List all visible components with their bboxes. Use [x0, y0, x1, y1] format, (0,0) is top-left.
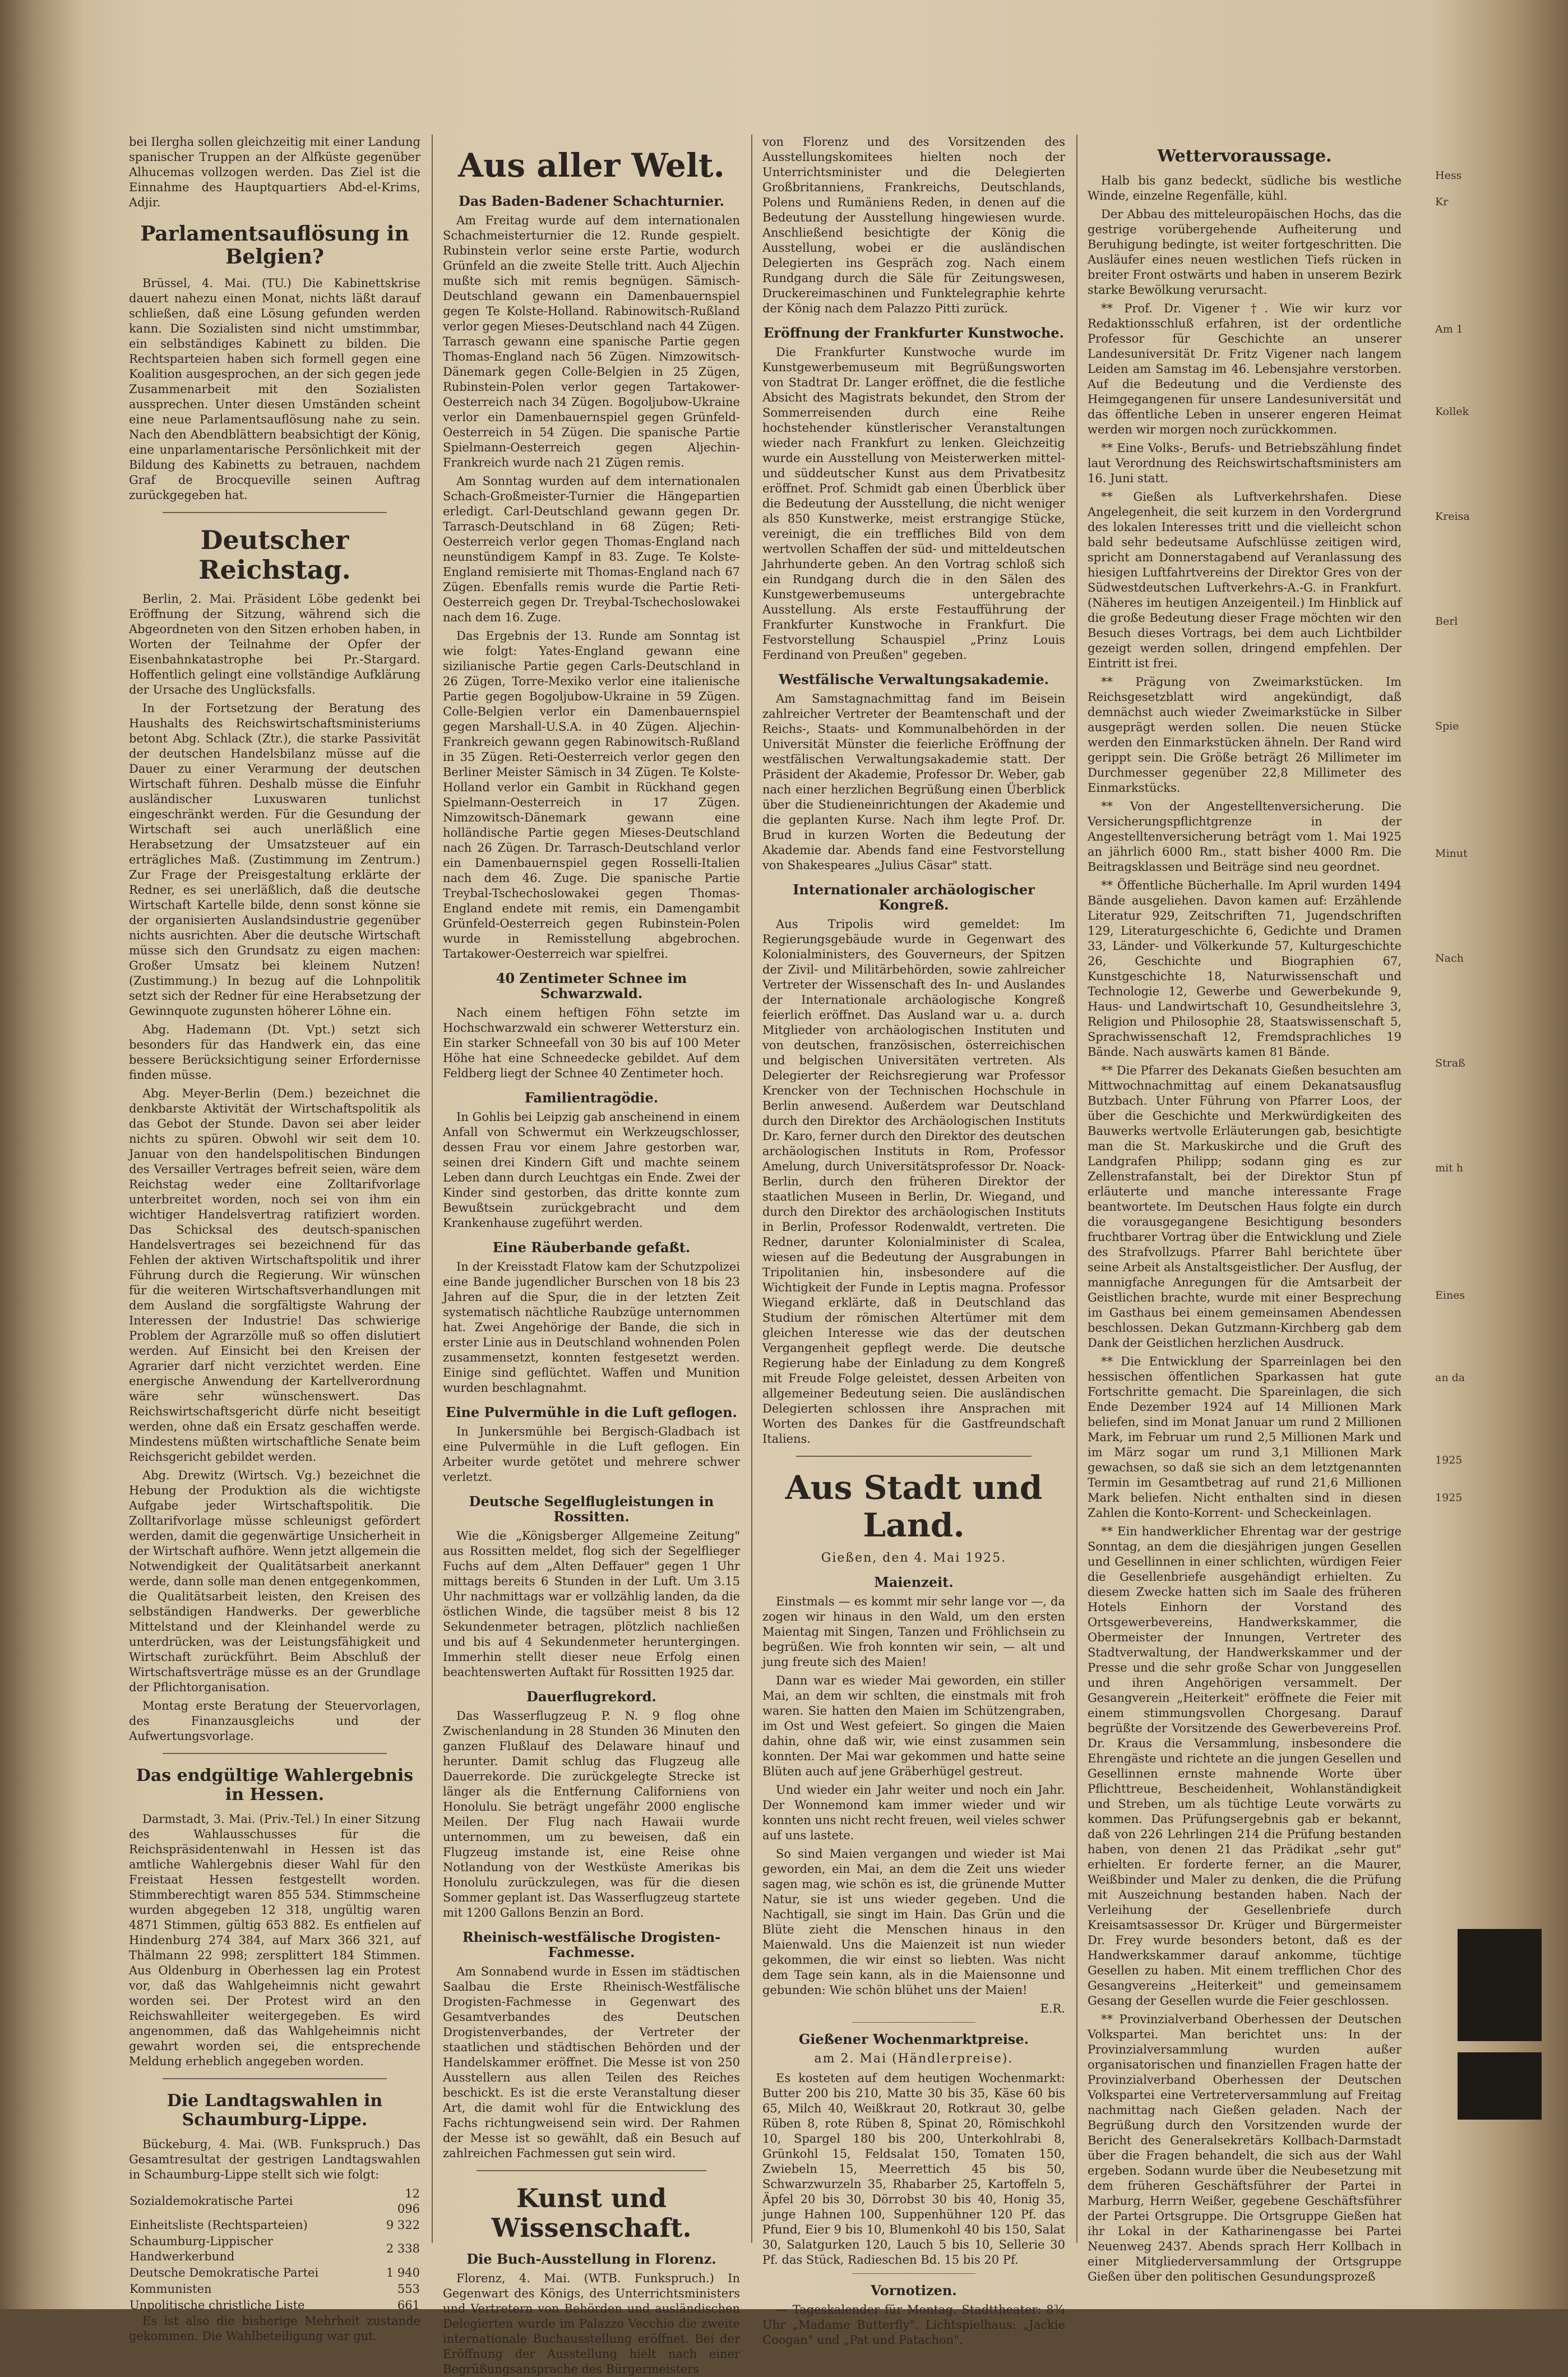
local-news-paragraph: ** Prägung von Zweimarkstücken. Im Reichsgesetzblatt wird angekündigt, daß demnächst auch wieder Zweimarkstücke in Silber ausgeprägt werden sollen. Die neuen Stücke werden den Einmarkstücken ähneln. Der Rand wird gerippt sein. Die Größe beträgt 26 Millimeter im Durchmesser gegenüber 22,8 Millimeter des Einmarkstücks. — [1088, 675, 1402, 795]
maienzeit-subheadline: Maienzeit. — [874, 1574, 954, 1591]
article-divider — [852, 2273, 975, 2274]
maienzeit-paragraph: So sind Maien vergangen und wieder ist Mai geworden, ein Mai, an dem die Zeit uns wieder sagen mag, wie schön es ist, die grünende Mutter Natur, sie ist uns wieder gegeben. Und die Nachtigall, sie singt im Hain. Das Grün und die Blüte zieht die Menschen hinaus in den Maienwald. Uns die Maienzeit ist nun wieder gekommen, die wir einst so liebten. Was nicht dem Tage sein kann, als in die Maiensonne und gebunden: Wie schön blühet uns der Maien! — [762, 1847, 1065, 1997]
drogisten-text: Am Sonnabend wurde in Essen im städtischen Saalbau die Erste Rheinisch-Westfälische Drogisten-Fachmesse in Gegenwart des Gesamtverbandes des Deutschen Drogistenverbandes, der Vertreter der staatlichen und städtischen Behörden und der Handelskammer eröffnet. Die Messe ist von 250 Ausstellern aus allen Teilen des Reiches beschickt. Es ist die erste Veranstaltung dieser Art, die damit wohl für die Entwicklung des Fachs richtungweisend sein wird. Der Rahmen der Messe ist so gewählt, daß ein Besuch auf zahlreichen Fachmessen gut sein wird. — [443, 1964, 740, 2160]
local-news-paragraph: ** Von der Angestelltenversicherung. Die Versicherungspflichtgrenze in der Angestelltenversicherung beträgt vom 1. Mai 1925 an jährlich 6000 Rm., statt bisher 4000 Rm. Die Beitragsklassen und Beiträge sind neu geordnet. — [1088, 799, 1402, 874]
belgien-text: Brüssel, 4. Mai. (TU.) Die Kabinettskrise dauert nahezu einen Monat, nichts läßt darauf schließen, daß eine Lösung gefunden werden kann. Die Sozialisten sind nicht umstimmbar, ein selbständiges Kabinett zu bilden. Die Rechtsparteien haben sich formell gegen eine Koalition ausgesprochen, an der sich gegen jede Zusammenarbeit mit den Sozialisten aussprechen. Unter diesen Umständen scheint eine neue Parlamentsauflösung nahe zu sein. Nach den Abendblättern beabsichtigt der König, eine unparlamentarische Persönlichkeit mit der Bildung des Kabinetts zu betrauen, nachdem Graf de Brocqueville seinen Auftrag zurückgegeben hat. — [129, 276, 420, 502]
reichstag-paragraph: Abg. Hademann (Dt. Vpt.) setzt sich besonders für das Handwerk ein, das eine bessere Berücksichtigung seiner Erfordernisse finden müsse. — [129, 1022, 420, 1082]
reichstag-paragraph: Abg. Meyer-Berlin (Dem.) bezeichnet die denkbarste Aktivität der Wirtschaftspolitik als das Gebot der Stunde. Davon sei aber leider nichts zu spüren. Obwohl wir seit dem 10. Januar von den handelspolitischen Bindungen des Versailler Vertrages befreit seien, wäre dem Reichstag weder eine Zolltarifvorlage unterbreitet worden, noch sei von ihm ein wichtiger Handelsvertrag ratifiziert worden. Das Schicksal des deutsch-spanischen Handelsvertrages sei bezeichnend für das Fehlen der aktiven Wirtschaftspolitik und ihrer Führung durch die Regierung. Wir wünschen für die weiteren Wirtschaftsverhandlungen mit dem Ausland die sorgfältigste Wahrung der Interessen der Industrie! Das schwierige Problem der Agrarzölle muß so offen dislutiert werden. Auf Einsicht bei den Kreisen der Agrarier darf nicht verzichtet werden. Eine energische Anwendung der Kartellverordnung wäre sehr wünschenswert. Das Reichswirtschaftsgericht dürfe nicht beseitigt werden, ohne daß ein Ersatz geschaffen werde. Mindestens müßten wirtschaftliche Senate beim Reichsgericht gebildet werden. — [129, 1086, 420, 1464]
reichstag-paragraph: Montag erste Beratung der Steuervorlagen, des Finanzausgleichs und der Aufwertungsvorlage. — [129, 1698, 420, 1743]
schach-paragraph: Am Freitag wurde auf dem internationalen Schachmeisterturnier die 12. Runde gespielt. Rubinstein verlor seine erste Partie, wodurch Grünfeld an die zweite Stelle tritt. Auch Aljechin mußte sich mit remis begnügen. Sämisch-Deutschland gewann ein Damenbauernspiel gegen Te Kolste-Holland. Rabinowitsch-Rußland verlor gegen Mieses-Deutschland nach 44 Zügen. Tarrasch gewann eine spanische Partie gegen Thomas-England nach 56 Zügen. Nimzowitsch-Dänemark gegen Colle-Belgien in 25 Zügen, Rubinstein-Polen verlor gegen Tartakower-Oesterreich nach 34 Zügen. Bogoljubow-Ukraine verlor ein Damenbauernspiel gegen Grünfeld-Oesterreich in 54 Zügen. Die spanische Partie Spielmann-Oesterreich gegen Aljechin-Frankreich wurde nach 21 Zügen remis. — [443, 213, 740, 469]
table-row — [129, 2217, 420, 2233]
article-paragraph: bei Ilergha sollen gleichzeitig mit einer Landung spanischer Truppen an der Alfküste gegenüber Alhucemas vollzogen werden. Das Ziel ist die Einnahme des Hauptquartiers Abd-el-Krims, Adjir. — [129, 135, 420, 209]
lippe-dateline: Bückeburg, 4. Mai. (WB. Funkspruch.) Das Gesamtresultat der gestrigen Landtagswahlen in Schaumburg-Lippe stellt sich wie folgt: — [129, 2137, 420, 2181]
table-row — [129, 2297, 420, 2314]
fragment-line: Spie — [1435, 720, 1459, 732]
wetter-text: Halb bis ganz bedeckt, südliche bis westliche Winde, einzelne Regenfälle, kühl. — [1088, 173, 1402, 202]
table-row — [129, 2186, 420, 2217]
vote-count: 12 096 — [397, 2186, 420, 2216]
wetter-headline: Wettervoraussage. — [1157, 146, 1332, 166]
fragment-line: Nach — [1435, 952, 1464, 964]
fragment-line: Am 1 — [1435, 323, 1463, 335]
article-divider — [796, 1456, 1032, 1457]
markt-subheadline: Gießener Wochenmarktpreise. — [798, 2031, 1029, 2048]
local-news-paragraph: ** Die Pfarrer des Dekanats Gießen besuchten am Mittwochnachmittag auf einem Dekanatsausflug Butzbach. Unter Führung von Pfarrer Loos, der über die Geschichte und Merkwürdigkeiten des Bauwerks wertvolle Erläuterungen gab, besichtigte man die St. Markuskirche und die Gruft des Landgrafen Philipp; sodann ging es zur Zellenstrafanstalt, bei der Direktor Stun pf erläuterte und manche interessante Frage beantwortete. Im Deutschen Haus folgte ein durch die vorausgegangene Besichtigung besonders fruchtbarer Vortrag über die Entwicklung und Ziele des Strafvollzugs. Pfarrer Bahl berichtete über seine Arbeit als Anstaltsgeistlicher. Der Ausflug, der mannigfache Anregungen für die Amtsarbeit der Geistlichen brachte, wurde mit einer Besprechung im Gasthaus bei einem gemeinsamen Abendessen beschlossen. Dekan Gutzmann-Kirchberg gab dem Dank der Geistlichen herzlichen Ausdruck. — [1088, 1063, 1402, 1350]
florenz-text: Florenz, 4. Mai. (WTB. Funkspruch.) In Gegenwart des Königs, des Unterrichtsministers und Vertretern von Behörden und ausländischen Delegierten wurde im Palazzo Vecchio die zweite internationale Buchausstellung eröffnet. Bei der Eröffnung der Ausstellung hielt nach einer Begrüßungsansprache des Bürgermeisters — [443, 2272, 740, 2376]
local-news-paragraph: ** Die Entwicklung der Sparreinlagen bei den hessischen öffentlichen Sparkassen hat gute Fortschritte gemacht. Die Spareinlagen, die sich Ende Dezember 1924 auf 14 Millionen Mark beliefen, sind im Monat Januar um rund 2 Millionen Mark, im Februar um rund 2,5 Millionen Mark und im März sogar um rund 3,1 Millionen Mark gewachsen, so daß sie sich an dem letztgenannten Termin im Gesamtbetrag auf rund 21,6 Millionen Mark beliefen. Nicht enthalten sind in diesen Zahlen die Konto-Korrent- und Scheckeinlagen. — [1088, 1354, 1402, 1520]
article-divider — [163, 1753, 387, 1754]
party-name: Sozialdemokratische Partei — [129, 2194, 293, 2208]
segelflug-text: Wie die „Königsberger Allgemeine Zeitung" aus Rossitten meldet, flog sich der Segelflieger Fuchs auf dem „Alten Deffauer" gegen 1 Uhr mittags bereits 6 Stunden in der Luft. Um 3.15 Uhr nachmittags war er vollzählig landen, da die östlichen Winde, die tagsüber meist 8 bis 12 Sekundenmeter betragen, plötzlich nachließen und bis auf 4 Sekundenmeter heruntergingen. Immerhin stellt dieser neue Erfolg einen beachtenswerten Auftakt für Rossitten 1925 dar. — [443, 1529, 740, 1679]
party-name: Schaumburg-Lippischer Handwerkerbund — [129, 2234, 273, 2263]
segelflug-subheadline: Deutsche Segelflugleistungen in Rossitten. — [469, 1493, 714, 1525]
column-1 — [129, 135, 420, 2343]
local-news-paragraph: Der Abbau des mitteleuropäischen Hochs, das die gestrige vorübergehende Aufheiterung und Beruhigung bedingte, ist weiter fortgeschritten. Die Ausläufer eines neuen westlichen Tiefs rücken in breiter Front ostwärts und haben in unserem Bezirk starke Bewölkung verursacht. — [1088, 207, 1402, 297]
local-news-paragraph: ** Provinzialverband Oberhessen der Deutschen Volkspartei. Man berichtet uns: In der Provinzialversammlung wurden außer organisatorischen und finanziellen Fragen hatte der Provinzialverband Oberhessen der Deutschen Volkspartei eine Vertreterversammlung auf Freitag nachmittag nach Gießen geladen. Nach der Begrüßung durch den Vorsitzenden wurde der Bericht des Generalsekretärs Kollbach-Darmstadt über die Fragen behandelt, die sich aus der Wahl ergeben. Sodann wurde über die Neubesetzung mit dem früheren Geschäftsführer der Partei in Marburg, Herrn Weißer, gegebene Geschäftsführer der Partei Ortsgruppe. Die Ortsgruppe Gießen hat ihr Lokal in der Katharinengasse bei Partei Neuenweg 2437. Abends sprach Herr Kollbach in einer Mitgliederversammlung der Ortsgruppe Gießen über den politischen Gesundungsprozeß — [1088, 2012, 1402, 2283]
hessen-text: Darmstadt, 3. Mai. (Priv.-Tel.) In einer Sitzung des Wahlausschusses für die Reichspräsidentenwahl in Hessen ist das amtliche Wahlergebnis dieser Wahl für den Freistaat Hessen festgestellt worden. Stimmberechtigt waren 855 534. Stimmscheine wurden abgegeben 12 318, ungültig waren 4871 Stimmen, gültig 653 882. Es entfielen auf Hindenburg 274 384, auf Marx 366 321, auf Thälmann 22 998; zersplittert 184 Stimmen. Aus Oldenburg in Oberhessen lag ein Protest vor, daß das Wahlgeheimnis nicht gewahrt worden sei. Der Protest wird an den Reichswahlleiter weitergegeben. Es wird angenommen, daß das Wahlgeheimnis nicht gewahrt worden sei, die entsprechende Meldung erheblich angegeben worden. — [129, 1812, 420, 2068]
ink-block — [1458, 1929, 1542, 2041]
column-rule — [751, 135, 752, 2243]
kunst-headline: Kunst und Wissenschaft. — [491, 2182, 692, 2243]
schnee-subheadline: 40 Zentimeter Schnee im Schwarzwald. — [496, 970, 687, 1001]
fragment-line: mit h — [1435, 1162, 1464, 1174]
vote-count: 2 338 — [386, 2242, 420, 2256]
frankfurt-text: Die Frankfurter Kunstwoche wurde im Kunstgewerbemuseum mit Begrüßungsworten von Stadtrat Dr. Langer eröffnet, die die festliche Absicht des Magistrats bekundet, den Strom der Sommerreisenden durch eine Reihe hochstehender künstlerischer Veranstaltungen wieder nach Frankfurt zu lenken. Gleichzeitig wurde ein Ausstellung von Meisterwerken mittel- und süddeutscher Kunst aus dem Privatbesitz eröffnet. Prof. Schmidt gab einen Überblick über die Bedeutung der Ausstellung, die nicht weniger als 850 Kunstwerke, meist erstrangige Stücke, vereinigt, die ein treffliches Bild von dem wertvollen Schaffen der süd- und mitteldeutschen Jahrhunderte geben. An den Vortrag schloß sich ein Rundgang durch die in den Sälen des Kunstgewerbemuseums untergebrachte Ausstellung. Als erste Festaufführung der Frankfurter Kunstwoche in Frankfurt. Die Festvorstellung Schauspiel „Prinz Louis Ferdinand von Preußen" gegeben. — [762, 345, 1065, 662]
fragment-line: Berl — [1435, 615, 1458, 627]
schach-paragraph: Das Ergebnis der 13. Runde am Sonntag ist wie folgt: Yates-England gewann eine sizilianische Partie gegen Carls-Deutschland in 26 Zügen, Torre-Mexiko verlor eine italienische Partie gegen Bogoljubow-Ukraine in 59 Zügen. Colle-Belgien verlor ein Damenbauernspiel gegen Marshall-U.S.A. in 40 Zügen. Aljechin-Frankreich gewann gegen Rabinowitsch-Rußland in 35 Zügen. Reti-Oesterreich verlor gegen den Berliner Meister Sämisch in 34 Zügen. Te Kolste-Holland verlor ein Gambit in Rückhand gegen Spielmann-Oesterreich in 17 Zügen. Nimzowitsch-Dänemark gewann eine holländische Partie gegen Mieses-Deutschland nach 26 Zügen. Dr. Tarrasch-Deutschland verlor ein Damenbauernspiel gegen Rosselli-Italien nach dem 46. Zuge. Die spanische Partie Treybal-Tschechoslowakei gegen Thomas-England endete mit remis, ein Damengambit Grünfeld-Oesterreich gegen Rubinstein-Polen wurde in Remisstellung abgebrochen. Tartakower-Oesterreich war spielfrei. — [443, 629, 740, 961]
vote-count: 1 940 — [386, 2265, 420, 2279]
fragment-line: 1925 — [1435, 1492, 1463, 1504]
party-name: Unpolitische christliche Liste — [129, 2298, 305, 2312]
florenz-subheadline: Die Buch-Ausstellung in Florenz. — [466, 2251, 716, 2268]
reichstag-paragraph: Abg. Drewitz (Wirtsch. Vg.) bezeichnet die Hebung der Produktion als die wichtigste Aufgabe jeder Wirtschaftspolitik. Die Zolltarifvorlage müsse schleunigst gefördert werden, damit die gegenwärtige Unsicherheit in der Wirtschaft aufhöre. Wenn jetzt allgemein die Notwendigkeit der Qualitätsarbeit anerkannt werde, dann solle man denen entgegenkommen, die Qualitätsarbeit leisten, den Kreisen des selbständigen Handwerks. Der gewerbliche Mittelstand und der Kleinhandel werde zu unterdrücken, was der Leistungsfähigkeit und Wirtschaft zurückführt. Beim Abschluß der Wirtschaftsverträge müsse es an der Grundlage der Pflichtorganisation. — [129, 1468, 420, 1694]
schach-subheadline: Das Baden-Badener Schachturnier. — [459, 192, 724, 209]
local-news-paragraph: ** Öffentliche Bücherhalle. Im April wurden 1494 Bände ausgeliehen. Davon kamen auf: Erzählende Literatur 929, Zeitschriften 71, Jugendschriften 129, Literaturgeschichte 6, Gedichte und Dramen 33, Länder- und Völkerkunde 57, Kulturgeschichte 26, Geschichte und Biographien 67, Kunstgeschichte 18, Naturwissenschaft und Technologie 12, Gewerbe und Gewerbekunde 9, Haus- und Landwirtschaft 10, Gesundheitslehre 3, Religion und Philosophie 28, Staatswissenschaft 5, Sprachwissenschaft 12, Fremdsprachliches 19 Bände. Nach auswärts kamen 81 Bände. — [1088, 878, 1402, 1059]
dauerflug-subheadline: Dauerflugrekord. — [526, 1688, 656, 1705]
table-row — [129, 2281, 420, 2297]
lippe-closing: Es ist also die bisherige Mehrheit zustande gekommen. Die Wahlbeteiligung war gut. — [129, 2314, 420, 2343]
maienzeit-paragraph: Dann war es wieder Mai geworden, ein stiller Mai, an dem wir schlten, die einstmals mit froh waren. Sie hatten den Maien im Schützengraben, im Ost und West gefeiert. So gingen die Maien dahin, ohne daß wir, wie einst zusammen sein konnten. Der Mai war gekommen und hatte seine Blüten auch auf jene Gräberhügel gestreut. — [762, 1674, 1065, 1779]
fragment-line: Eines — [1435, 1289, 1465, 1301]
party-name: Kommunisten — [129, 2282, 212, 2296]
table-row — [129, 2265, 420, 2281]
article-divider — [852, 2022, 975, 2023]
fragment-line: Kollek — [1435, 405, 1469, 418]
local-news-paragraph: ** Ein handwerklicher Ehrentag war der gestrige Sonntag, an dem die diesjährigen jungen Gesellen und Gesellinnen in einer schlichten, würdigen Feier die Gesellenbriefe ausgehändigt erhielten. Zu diesem Zwecke hatten sich im Saale des früheren Hotels Einhorn der Vorstand des Ortsgewerbevereins, Handwerkskammer, die Obermeister der Innungen, Vertreter des Stadtverwaltung, der Handwerkskammer und der Presse und die sehr große Schar von Junggesellen und ihren Angehörigen versammelt. Der Gesangverein „Heiterkeit" eröffnete die Feier mit einem stimmungsvollen Chorgesang. Darauf begrüßte der Vorsitzende des Gewerbevereins Prof. Dr. Kraus die Versammlung, insbesondere die Ehrengäste und richtete an die jungen Gesellen und Gesellinnen ernste mahnende Worte über Pflichttreue, Bescheidenheit, Wohlanständigkeit und Streben, um als tüchtige Leute vorwärts zu kommen. Das Prüfungsergebnis gab er bekannt, daß von 226 Lehrlingen 214 die Prüfung bestanden haben, von denen 21 das Prädikat „sehr gut" erhielten. Er forderte ferner, an die Maurer, Weißbinder und Maler zu denken, die die Prüfung mit Auszeichnung bestanden haben. Nach der Verleihung der Gesellenbriefe durch Kreisamtsassessor Dr. Krüger und Bürgermeister Dr. Frey wurde besonders betont, daß es der Handwerkskammer darauf ankomme, tüchtige Gesellen zu haben. Mit einem trefflichen Chor des Gesangvereins „Heiterkeit" und gemeinsamem Gesang der Gesellen wurde die Feier geschlossen. — [1088, 1524, 1402, 2007]
frankfurt-subheadline: Eröffnung der Frankfurter Kunstwoche. — [763, 325, 1065, 341]
vornotizen-text: — Tageskalender für Montag. Stadttheater: 8¾ Uhr „Madame Butterfly". Lichtspielhaus: „Jackie Coogan" und „Pat und Patachon". — [762, 2303, 1065, 2347]
reichstag-paragraph: In der Fortsetzung der Beratung des Haushalts des Reichswirtschaftsministeriums betont Abg. Schlack (Ztr.), die starke Passivität der deutschen Handelsbilanz müsse auf die Dauer zu einer Verarmung der deutschen Wirtschaft führen. Deshalb müsse die Einfuhr ausländischer Luxuswaren tunlichst eingeschränkt werden. Für die Gesundung der Wirtschaft sei auch unerläßlich eine Herabsetzung der Umsatzsteuer auf ein erträgliches Maß. (Zustimmung im Zentrum.) Zur Frage der Preisgestaltung erklärte der Redner, es sei unerläßlich, daß die deutsche Wirtschaft Kartelle bilde, denn sonst könne sie der organisierten Auslandsindustrie gegenüber nichts ausrichten. Aber die deutsche Wirtschaft müsse sich den Grundsatz zu eigen machen: Großer Umsatz bei kleinem Nutzen! (Zustimmung.) In bezug auf die Lohnpolitik setzt sich der Redner für eine Herabsetzung der Gewinnquote zugunsten höherer Löhne ein. — [129, 701, 420, 1018]
akademie-text: Am Samstagnachmittag fand im Beisein zahlreicher Vertreter der Beamtenschaft und der Reichs-, Staats- und Kommunalbehörden in der Universität Münster die feierliche Eröffnung der westfälischen Verwaltungsakademie statt. Der Präsident der Akademie, Professor Dr. Weber, gab nach einer herzlichen Begrüßung einen Überblick über die Studieneinrichtungen der Akademie und die geplanten Kurse. Nach ihm legte Prof. Dr. Brud in kurzen Worten die Bedeutung der Akademie dar. Abends fand eine Festvorstellung von Shakespeares „Julius Cäsar" statt. — [762, 692, 1065, 872]
reichstag-paragraph: Berlin, 2. Mai. Präsident Löbe gedenkt bei Eröffnung der Sitzung, während sich die Abgeordneten von den Sitzen erhoben haben, in Worten der Teilnahme der Opfer der Eisenbahnkatastrophe bei Pr.-Stargard. Hoffentlich gelingt eine vollständige Aufklärung der Ursache des Unglücksfalls. — [129, 592, 420, 696]
aus-stadt-und-land-headline: Aus Stadt und Land. — [785, 1469, 1043, 1544]
newspaper-page — [112, 135, 1424, 2376]
hessen-headline: Das endgültige Wahlergebnis in Hessen. — [136, 1765, 414, 1805]
article-divider — [163, 512, 387, 513]
raeuber-subheadline: Eine Räuberbande gefaßt. — [492, 1239, 691, 1256]
schach-paragraph: Am Sonntag wurden auf dem internationalen Schach-Großmeister-Turnier die Hängepartien erledigt. Carl-Deutschland gewann gegen Dr. Tarrasch-Deutschland in 68 Zügen; Reti-Oesterreich verlor gegen Thomas-England nach neunstündigem Kampf in 83. Zuge. Te Kolste-England remisierte mit Thomas-England nach 67 Zügen. Ebenfalls remis wurde die Partie Reti-Oesterreich gegen Dr. Treybal-Tschechoslowakei nach dem 16. Zuge. — [443, 474, 740, 624]
lippe-headline: Die Landtagswahlen in Schaumburg-Lippe. — [166, 2090, 383, 2130]
schnee-text: Nach einem heftigen Föhn setzte im Hochschwarzwald ein schwerer Wettersturz ein. Ein starker Schneefall von 30 bis auf 100 Meter Höhe hat eine Schneedecke gebildet. Auf dem Feldberg liegt der Schnee 40 Zentimeter hoch. — [443, 1005, 740, 1080]
column-3 — [762, 135, 1065, 2347]
ink-block — [1458, 2052, 1542, 2120]
local-news-paragraph: ** Prof. Dr. Vigener †. Wie wir kurz vor Redaktionsschluß erfahren, ist der ordentliche Professor für Geschichte an unserer Landesuniversität Dr. Fritz Vigener nach langem Leiden am Samstag im 46. Lebensjahre verstorben. Auf die Bedeutung und die Verdienste des Heimgegangenen für unsere Landesuniversität und das öffentliche Leben in unserer engeren Heimat werden wir morgen noch zurückkommen. — [1088, 301, 1402, 436]
article-divider — [163, 2078, 387, 2079]
familie-subheadline: Familientragödie. — [524, 1089, 659, 1106]
column-4 — [1088, 135, 1402, 2283]
column-2 — [443, 135, 740, 2376]
vornotizen-subheadline: Vornotizen. — [871, 2282, 957, 2299]
local-news-paragraph: ** Eine Volks-, Berufs- und Betriebszählung findet laut Verordnung des Reichswirtschaftsministers am 16. Juni statt. — [1088, 441, 1402, 485]
reichstag-headline: Deutscher Reichstag. — [198, 524, 351, 585]
raeuber-text: In der Kreisstadt Flatow kam der Schutzpolizei eine Bande jugendlicher Burschen von 18 bis 23 Jahren auf die Spur, die in der letzten Zeit systematisch nächtliche Raubzüge unternommen hat. Zwei Angehörige der Bande, die sich in erster Linie aus in Deutschland wohnenden Polen zusammensetzt, konnten festgesetzt werden. Einige sind geflüchtet. Waffen und Munition wurden beschlagnahmt. — [443, 1259, 740, 1395]
column-rule — [432, 135, 433, 2243]
maienzeit-paragraph: Und wieder ein Jahr weiter und noch ein Jahr. Der Wonnemond kam immer wieder und wir konnten uns nicht recht freuen, weil vieles schwer auf uns lastete. — [762, 1783, 1065, 1843]
author-signature: E.R. — [1040, 2002, 1065, 2016]
vote-count: 553 — [397, 2282, 420, 2296]
dauerflug-text: Das Wasserflugzeug P. N. 9 flog ohne Zwischenlandung in 28 Stunden 36 Minuten den ganzen Flußlauf des Delaware hinauf und herunter. Damit schlug das Flugzeug alle Dauerrekorde. Die zurückgelegte Strecke ist länger als die Entfernung Californiens von Honolulu. Sie beträgt ungefähr 2000 englische Meilen. Der Flug nach Hawaii wurde unternommen, um zu beweisen, daß ein Flugzeug imstande ist, eine Reise ohne Notlandung von der Westküste Amerikas bis Honolulu zurückzulegen, was für die diesen Sommer geplant ist. Das Wasserflugzeug startete mit 1200 Gallons Benzin an Bord. — [443, 1709, 740, 1919]
drogisten-subheadline: Rheinisch-westfälische Drogisten-Fachmesse. — [462, 1928, 721, 1960]
election-results-table — [129, 2186, 420, 2314]
pulver-text: In Junkersmühle bei Bergisch-Gladbach ist eine Pulvermühle in die Luft geflogen. Ein Arbeiter wurde getötet und mehrere schwer verletzt. — [443, 1424, 740, 1484]
fragment-line: Kreisa — [1435, 510, 1470, 523]
kongress-subheadline: Internationaler archäologischer Kongreß. — [793, 881, 1035, 913]
familie-text: In Gohlis bei Leipzig gab anscheinend in einem Anfall von Schwermut ein Werkzeugschlosser, dessen Frau vor einem Jahre gestorben war, seinen drei Kindern Gift und machte seinem Leben dann durch Leuchtgas ein Ende. Zwei der Kinder sind gestorben, das dritte konnte zum Bewußtsein zurückgebracht und dem Krankenhause zugeführt werden. — [443, 1110, 740, 1230]
pulver-subheadline: Eine Pulvermühle in die Luft geflogen. — [446, 1404, 737, 1420]
maienzeit-paragraph: Einstmals — es kommt mir sehr lange vor —, da zogen wir hinaus in den Wald, um den ersten Maientag mit Singen, Tanzen und Fröhlichsein zu begrüßen. Wie froh konnten wir sein, — alt und jung freute sich des Maien! — [762, 1595, 1065, 1669]
table-row — [129, 2233, 420, 2265]
vote-count: 661 — [397, 2298, 420, 2312]
local-news-paragraph: ** Gießen als Luftverkehrshafen. Diese Angelegenheit, die seit kurzem in den Vordergrund des lokalen Interesses tritt und die vielleicht schon bald sehr bedeutsame Aufschlüsse zeitigen wird, spricht am Donnerstagabend auf Veranlassung des hiesigen Luftfahrtvereins der Direktor Gres von der Südwestdeutschen Luftverkehrs-A.-G. in Frankfurt. (Näheres im heutigen Anzeigenteil.) Im Hinblick auf die große Bedeutung dieser Frage möchten wir den Besuch dieses Vortrags, bei dem auch Lichtbilder gezeigt werden sollen, dringend empfehlen. Der Eintritt ist frei. — [1088, 490, 1402, 670]
markt-date: am 2. Mai (Händlerpreise). — [814, 2052, 1014, 2066]
florenz-continued: von Florenz und des Vorsitzenden des Ausstellungskomitees hielten noch der Unterrichtsminister und die Delegierten Großbritanniens, Frankreichs, Deutschlands, Polens und Rumäniens Reden, in denen auf die Bedeutung der Ausstellung hingewiesen wurde. Anschließend besichtigte der König die Ausstellung, wobei er die ausländischen Delegierten ins Gespräch zog. Nach einem Rundgang durch die Säle für Zeitungswesen, Druckereimaschinen und Funktelegraphie kehrte der König nach dem Palazzo Pitti zurück. — [762, 135, 1065, 315]
article-divider — [477, 2170, 706, 2171]
markt-text: Es kosteten auf dem heutigen Wochenmarkt: Butter 200 bis 210, Matte 30 bis 35, Käse 60 bis 65, Milch 40, Weißkraut 20, Rotkraut 30, gelbe Rüben 8, rote Rüben 8, Spinat 20, Römischkohl 10, Spargel 180 bis 200, Unterkohlrabi 8, Grünkohl 15, Feldsalat 150, Tomaten 150, Zwiebeln 15, Meerrettich 45 bis 50, Schwarzwurzeln 35, Rhabarber 25, Kartoffeln 5, Äpfel 20 bis 30, Dörrobst 30 bis 40, Honig 35, junge Hahnen 100, Suppenhühner 120 Pf. das Pfund, Eier 9 bis 10, Blumenkohl 40 bis 150, Salat 30, Salatgurken 120, Lauch 5 bis 10, Sellerie 30 Pf. das Stück, Radieschen Bd. 15 bis 20 Pf. — [762, 2071, 1065, 2267]
fragment-line: Minut — [1435, 847, 1468, 860]
belgien-headline: Parlamentsauflösung in Belgien? — [140, 222, 409, 269]
fragment-line: 1925 — [1435, 1454, 1463, 1466]
fragment-line: Straß — [1435, 1057, 1465, 1069]
party-name: Deutsche Demokratische Partei — [129, 2265, 319, 2279]
aus-aller-welt-headline: Aus aller Welt. — [458, 146, 725, 184]
fragment-line: an da — [1435, 1372, 1465, 1384]
fragment-line: Kr — [1435, 196, 1449, 208]
party-name: Einheitsliste (Rechtsparteien) — [129, 2218, 308, 2232]
fragment-line: Hess — [1435, 169, 1462, 182]
dateline: Gießen, den 4. Mai 1925. — [821, 1551, 1007, 1566]
kongress-text: Aus Tripolis wird gemeldet: Im Regierungsgebäude wurde in Gegenwart des Kolonialministers, des Gouverneurs, der Spitzen der Zivil- und Militärbehörden, sowie zahlreicher Vertreter der Wissenschaft des In- und Auslandes der Internationale archäologische Kongreß feierlich eröffnet. Das Ausland war u. a. durch Mitglieder von archäologischen Instituten und von deutschen, französischen, österreichischen und belgischen Universitäten vertreten. Als Delegierter der Reichsregierung war Professor Krencker von der Technischen Hochschule in Berlin anwesend. Außerdem war Deutschland durch den Direktor des Archäologischen Instituts Dr. Karo, ferner durch den Direktor des deutschen archäologischen Instituts in Rom, Professor Amelung, durch Universitätsprofessor Dr. Noack-Berlin, durch den früheren Direktor der staatlichen Museen in Berlin, Dr. Wiegand, und durch den Direktor des archäologischen Instituts in Berlin, Professor Rodenwaldt, vertreten. Die Redner, darunter Kolonialminister di Scalea, wiesen auf die Bedeutung der Ausgrabungen in Tripolitanien hin, insbesondere auf die Wichtigkeit der Funde in Leptis magna. Professor Wiegand erklärte, daß in Deutschland das Studium der römischen Altertümer mit dem gleichen Interesse wie das der deutschen Vergangenheit gepflegt werde. Die deutsche Regierung habe der Einladung zu dem Kongreß mit Freude Folge geleistet, dessen Arbeiten von allgemeiner Bedeutung seien. Die ausländischen Delegierten schlossen ihre Ansprachen mit Worten des Dankes für die Gastfreundschaft Italiens. — [762, 917, 1065, 1446]
vote-count: 9 322 — [386, 2218, 420, 2232]
akademie-subheadline: Westfälische Verwaltungsakademie. — [778, 671, 1049, 687]
column-rule — [1076, 135, 1077, 2243]
